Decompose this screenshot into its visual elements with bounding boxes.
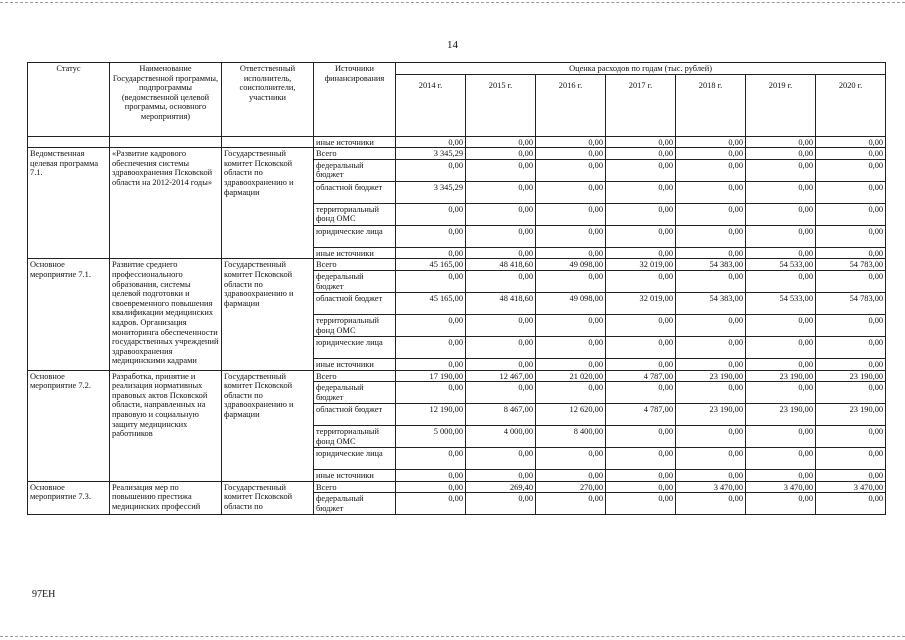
value-cell: 0,00 [816,493,886,515]
value-cell: 0,00 [396,382,466,404]
value-cell: 3 470,00 [816,481,886,493]
header-year: 2017 г. [606,74,676,136]
value-cell: 0,00 [816,470,886,482]
source-cell: иные источники [314,247,396,259]
value-cell: 0,00 [606,148,676,160]
value-cell: 0,00 [536,159,606,181]
value-cell: 0,00 [676,181,746,203]
value-cell: 0,00 [676,136,746,148]
executor-cell: Государственный комитет Псковской области по здравоохранению и фармации [222,148,314,259]
value-cell: 0,00 [466,336,536,358]
value-cell: 48 418,60 [466,259,536,271]
value-cell: 54 783,00 [816,259,886,271]
value-cell: 0,00 [536,448,606,470]
source-cell: иные источники [314,136,396,148]
value-cell: 0,00 [676,470,746,482]
value-cell: 32 019,00 [606,259,676,271]
value-cell: 0,00 [536,493,606,515]
value-cell: 0,00 [746,448,816,470]
value-cell: 0,00 [676,448,746,470]
value-cell: 4 787,00 [606,370,676,382]
value-cell: 5 000,00 [396,426,466,448]
executor-cell: Государственный комитет Псковской области по [222,481,314,515]
value-cell: 0,00 [396,270,466,292]
header-executor: Ответственный исполнитель, соисполнители, участники [222,63,314,137]
value-cell: 0,00 [746,314,816,336]
value-cell: 0,00 [536,136,606,148]
value-cell: 8 467,00 [466,404,536,426]
source-cell: федеральный бюджет [314,493,396,515]
source-cell: территориальный фонд ОМС [314,203,396,225]
value-cell: 0,00 [746,148,816,160]
source-cell: территориальный фонд ОМС [314,426,396,448]
value-cell: 0,00 [536,148,606,160]
value-cell: 4 787,00 [606,404,676,426]
header-year: 2014 г. [396,74,466,136]
source-cell: областной бюджет [314,181,396,203]
value-cell: 17 190,00 [396,370,466,382]
source-cell: юридические лица [314,448,396,470]
value-cell: 0,00 [746,493,816,515]
header-year: 2019 г. [746,74,816,136]
value-cell: 0,00 [466,470,536,482]
value-cell: 0,00 [466,203,536,225]
source-cell: юридические лица [314,225,396,247]
value-cell: 0,00 [396,314,466,336]
source-cell: Всего [314,259,396,271]
value-cell: 54 533,00 [746,292,816,314]
value-cell: 23 190,00 [816,370,886,382]
value-cell: 0,00 [746,382,816,404]
program-name-cell: Развитие среднего профессионального образования, системы целевой подготовки и своевременного повышения квалификации медицинских кадров. Организация мониторинга обеспеченности государственных учреждений здравоохранения медицинскими кадрами [110,259,222,370]
value-cell: 0,00 [606,159,676,181]
value-cell: 0,00 [606,136,676,148]
value-cell: 0,00 [606,203,676,225]
value-cell: 0,00 [676,203,746,225]
value-cell: 0,00 [606,247,676,259]
value-cell: 0,00 [396,358,466,370]
value-cell: 0,00 [746,336,816,358]
header-status: Статус [28,63,110,137]
value-cell: 0,00 [606,448,676,470]
footer-code: 97ЕН [32,589,56,600]
value-cell: 0,00 [676,493,746,515]
source-cell: областной бюджет [314,404,396,426]
value-cell: 0,00 [746,159,816,181]
value-cell: 0,00 [466,358,536,370]
value-cell: 54 383,00 [676,292,746,314]
value-cell: 12 467,00 [466,370,536,382]
value-cell: 0,00 [746,270,816,292]
status-cell: Ведомственная целевая программа 7.1. [28,148,110,259]
value-cell: 0,00 [536,314,606,336]
header-year: 2015 г. [466,74,536,136]
value-cell: 0,00 [466,448,536,470]
value-cell: 0,00 [536,247,606,259]
empty-cell [28,136,110,148]
value-cell: 0,00 [396,470,466,482]
value-cell: 0,00 [816,382,886,404]
value-cell: 0,00 [816,225,886,247]
source-cell: федеральный бюджет [314,159,396,181]
value-cell: 3 470,00 [676,481,746,493]
header-name: Наименование Государственной программы, подпрограммы (ведомственной целевой программы, основного мероприятия) [110,63,222,137]
executor-cell: Государственный комитет Псковской области по здравоохранению и фармации [222,259,314,370]
value-cell: 270,00 [536,481,606,493]
executor-cell: Государственный комитет Псковской области по здравоохранению и фармации [222,370,314,481]
value-cell: 0,00 [816,270,886,292]
status-cell: Основное мероприятие 7.2. [28,370,110,481]
value-cell: 269,40 [466,481,536,493]
value-cell: 0,00 [816,136,886,148]
table-row [28,259,886,271]
page-number: 14 [447,39,458,51]
table-row [28,370,886,382]
value-cell: 0,00 [396,493,466,515]
value-cell: 8 400,00 [536,426,606,448]
value-cell: 0,00 [396,159,466,181]
source-cell: иные источники [314,358,396,370]
value-cell: 54 783,00 [816,292,886,314]
value-cell: 0,00 [466,270,536,292]
value-cell: 0,00 [746,247,816,259]
value-cell: 3 345,29 [396,181,466,203]
value-cell: 48 418,60 [466,292,536,314]
value-cell: 0,00 [396,448,466,470]
value-cell: 12 620,00 [536,404,606,426]
empty-cell [110,136,222,148]
value-cell: 4 000,00 [466,426,536,448]
budget-table [27,62,886,515]
value-cell: 0,00 [466,493,536,515]
value-cell: 0,00 [606,314,676,336]
value-cell: 0,00 [746,181,816,203]
header-sources: Источники финансирования [314,63,396,137]
value-cell: 0,00 [606,382,676,404]
value-cell: 0,00 [816,448,886,470]
value-cell: 0,00 [606,470,676,482]
table-row [28,481,886,493]
value-cell: 0,00 [816,358,886,370]
status-cell: Основное мероприятие 7.1. [28,259,110,370]
value-cell: 0,00 [606,225,676,247]
value-cell: 32 019,00 [606,292,676,314]
empty-cell [222,136,314,148]
table-row [28,136,886,148]
value-cell: 0,00 [466,382,536,404]
value-cell: 0,00 [746,426,816,448]
value-cell: 0,00 [536,336,606,358]
value-cell: 0,00 [606,481,676,493]
value-cell: 0,00 [606,426,676,448]
value-cell: 0,00 [676,382,746,404]
table-row [28,148,886,160]
value-cell: 0,00 [746,470,816,482]
value-cell: 0,00 [536,382,606,404]
value-cell: 0,00 [676,148,746,160]
value-cell: 0,00 [746,225,816,247]
value-cell: 0,00 [396,136,466,148]
value-cell: 54 533,00 [746,259,816,271]
value-cell: 0,00 [536,225,606,247]
value-cell: 0,00 [396,336,466,358]
value-cell: 23 190,00 [746,370,816,382]
source-cell: иные источники [314,470,396,482]
value-cell: 49 098,00 [536,292,606,314]
value-cell: 0,00 [536,203,606,225]
value-cell: 49 098,00 [536,259,606,271]
value-cell: 0,00 [676,314,746,336]
value-cell: 0,00 [746,136,816,148]
value-cell: 0,00 [466,247,536,259]
value-cell: 0,00 [606,493,676,515]
value-cell: 0,00 [606,181,676,203]
source-cell: юридические лица [314,336,396,358]
value-cell: 0,00 [466,136,536,148]
value-cell: 21 020,00 [536,370,606,382]
value-cell: 0,00 [816,181,886,203]
value-cell: 23 190,00 [746,404,816,426]
source-cell: территориальный фонд ОМС [314,314,396,336]
value-cell: 0,00 [536,181,606,203]
header-estimate: Оценка расходов по годам (тыс. рублей) [396,63,886,75]
value-cell: 0,00 [746,203,816,225]
value-cell: 0,00 [676,159,746,181]
value-cell: 54 383,00 [676,259,746,271]
value-cell: 0,00 [816,314,886,336]
source-cell: Всего [314,481,396,493]
value-cell: 23 190,00 [676,370,746,382]
value-cell: 0,00 [396,225,466,247]
source-cell: областной бюджет [314,292,396,314]
value-cell: 0,00 [676,247,746,259]
value-cell: 0,00 [676,358,746,370]
value-cell: 0,00 [606,358,676,370]
value-cell: 0,00 [396,247,466,259]
value-cell: 0,00 [536,270,606,292]
program-name-cell: Реализация мер по повышению престижа медицинских профессий [110,481,222,515]
value-cell: 3 470,00 [746,481,816,493]
value-cell: 0,00 [466,181,536,203]
value-cell: 3 345,29 [396,148,466,160]
value-cell: 0,00 [466,159,536,181]
header-year: 2016 г. [536,74,606,136]
value-cell: 0,00 [536,470,606,482]
value-cell: 0,00 [816,247,886,259]
value-cell: 45 165,00 [396,259,466,271]
value-cell: 0,00 [536,358,606,370]
program-name-cell: Разработка, принятие и реализация нормативных правовых актов Псковской области, направленных на правовую и социальную защиту медицинских работников [110,370,222,481]
value-cell: 0,00 [676,225,746,247]
value-cell: 0,00 [816,148,886,160]
value-cell: 0,00 [676,336,746,358]
page-bottom-edge [0,636,905,637]
value-cell: 0,00 [676,270,746,292]
value-cell: 12 190,00 [396,404,466,426]
source-cell: федеральный бюджет [314,270,396,292]
value-cell: 0,00 [396,481,466,493]
value-cell: 0,00 [606,270,676,292]
source-cell: Всего [314,148,396,160]
value-cell: 45 165,00 [396,292,466,314]
value-cell: 0,00 [396,203,466,225]
program-name-cell: «Развитие кадрового обеспечения системы здравоохранения Псковской области на 2012-2014 годы» [110,148,222,259]
status-cell: Основное мероприятие 7.3. [28,481,110,515]
page-top-edge [0,2,905,3]
value-cell: 0,00 [466,314,536,336]
source-cell: федеральный бюджет [314,382,396,404]
value-cell: 23 190,00 [676,404,746,426]
value-cell: 23 190,00 [816,404,886,426]
value-cell: 0,00 [816,336,886,358]
source-cell: Всего [314,370,396,382]
value-cell: 0,00 [816,426,886,448]
value-cell: 0,00 [466,148,536,160]
value-cell: 0,00 [816,159,886,181]
value-cell: 0,00 [676,426,746,448]
value-cell: 0,00 [466,225,536,247]
value-cell: 0,00 [816,203,886,225]
value-cell: 0,00 [606,336,676,358]
header-year: 2020 г. [816,74,886,136]
value-cell: 0,00 [746,358,816,370]
header-year: 2018 г. [676,74,746,136]
